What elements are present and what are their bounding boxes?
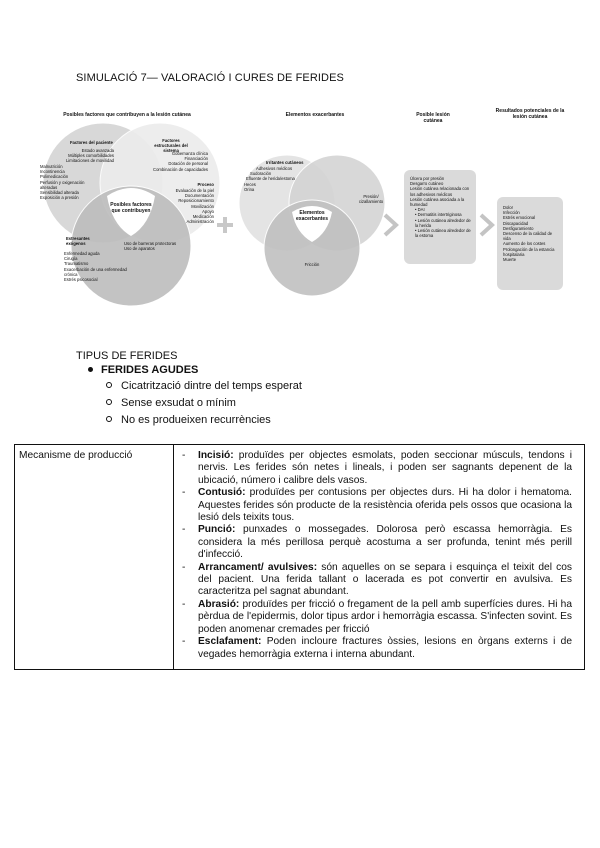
venn1-proceso-list-2 — [124, 241, 194, 251]
venn2-center-label: Elementos exacerbantes — [296, 210, 328, 222]
list-item: Combinación de capacidades — [153, 166, 208, 172]
figure-header-resultados: Resultados potenciales de la lesión cutánea — [495, 108, 565, 120]
list-item: Desgarro cutáneo — [410, 181, 444, 187]
list-item: Uso de barreras protectoras — [124, 241, 177, 246]
venn1-paciente-list — [52, 148, 114, 164]
list-item: Lesión cutánea relacionada con los adhesivos médicos — [410, 186, 470, 197]
list-item: Muerte — [503, 257, 517, 263]
list-item: Estrés emocional — [503, 215, 536, 221]
list-item: Malnutrición — [40, 164, 63, 169]
figure-header-posible: Posible lesión cutánea — [416, 112, 450, 124]
list-item: Reposicionamiento — [178, 198, 214, 204]
lesion-list — [410, 176, 474, 238]
list-item: Discapacidad — [503, 220, 529, 226]
list-item: - Abrasió: produïdes per fricció o fregament de la pell amb superfícies dures. Hi ha pèrdua de l'epidermis, dolor tipus ardor i hemorràgia escassa. S'infecten sovint. Es poden anomenar cremades per fricció — [182, 598, 572, 635]
circle-bullet-icon — [106, 382, 112, 388]
category-label: FERIDES AGUDES — [101, 364, 199, 376]
list-item: Múltiples comorbilidades — [68, 153, 114, 159]
list-item: Evaluación de la piel — [175, 188, 214, 193]
list-item: Desfiguramiento — [503, 225, 534, 231]
venn1-proceso-title: Proceso — [197, 182, 214, 187]
list-item: Enfermedad aguda — [64, 251, 100, 256]
mechanism-table — [14, 444, 585, 670]
list-item: Efluente de herida/estoma — [246, 176, 295, 182]
list-item: Administración — [186, 219, 214, 225]
list-item: - Arrancament/ avulsives: són aquelles on se separa i esquinça el teixit del cos del pacient. Una ferida tallant o lacerada es pot convertir en avulsiva. Es caracteritza pel sagnat abundant. — [182, 561, 572, 598]
circle-bullet-icon — [106, 399, 112, 405]
venn2-friccion-label: Fricción — [304, 262, 320, 267]
venn1-sistema-title: Factores estructurales del sistema — [154, 138, 188, 154]
list-item: • Lesión cutánea alrededor de la herida — [415, 217, 471, 228]
list-item: Sudoración — [250, 171, 272, 177]
plus-sign-v — [223, 217, 227, 233]
arrow-right-2 — [481, 215, 492, 235]
list-item: Heces — [244, 181, 256, 187]
table-cell-label: Mecanisme de producció — [15, 445, 174, 670]
list-item: Limitaciones de movilidad — [66, 158, 114, 164]
list-item: Cirugía — [64, 256, 78, 262]
list-item: Lesión cutánea asociada a la humedad — [410, 196, 465, 208]
figure-header-factors: Posibles factores que contribuyen a la lesión cutánea — [63, 112, 191, 118]
list-item: - Contusió: produïdes per contusions per objectes durs. Hi ha dolor i hematoma. Aquestes ferides són producte de la resistència oferida pels ossos que ocasiona la lesió dels teixits tous. — [182, 487, 572, 524]
list-item: - Punció: punxades o mossegades. Dolorosa però escassa hemorràgia. Es considera la més perillosa perquè acostuma a ser profunda, tenint més perill d'infecció. — [182, 524, 572, 561]
list-item: Úlcera por presión — [410, 176, 445, 181]
venn1-center-label: Posibles factores que contribuyen — [110, 202, 152, 214]
page-title: SIMULACIÓ 7— VALORACIÓ I CURES DE FERIDES — [76, 72, 344, 84]
bullet-dot-icon — [88, 367, 93, 372]
list-item: • Lesión cutánea alrededor de la estoma — [415, 228, 471, 239]
list-item: Perfusión y oxigenación alteradas — [40, 179, 85, 190]
list-item: - Esclafament: Poden incloure fractures òssies, lesions en òrgans externs i de vegades hemorràgia externa i interna abundant. — [182, 636, 572, 660]
venn1-estresantes-title: Estresantes exógenos — [66, 236, 90, 247]
list-item: - Incisió: produïdes per objectes esmolats, poden seccionar músculs, tendons i nervis. Les ferides són netes i lineals, i poden ser sagnants depenent de la ubicació, número i calibre dels vasos. — [182, 450, 572, 486]
list-item: Apoyo — [202, 208, 214, 214]
list-item: Gobernanza clínica — [171, 151, 208, 156]
list-item: Movilización — [191, 203, 214, 209]
list-item: Prolongación de la estancia hospitalaria — [503, 246, 555, 257]
table-row — [15, 445, 585, 670]
list-item: No es produeixen recurrències — [106, 414, 271, 426]
list-item: Incontinencia — [40, 169, 65, 175]
resultados-list — [503, 205, 559, 262]
venn2-presion-label: Presión/ cizallamiento — [358, 194, 384, 205]
list-item: Orina — [244, 186, 255, 192]
arrow-right-1 — [385, 215, 396, 235]
list-item: Adhesivos médicos — [256, 166, 293, 171]
types-heading: TIPUS DE FERIDES — [76, 350, 178, 362]
list-item: • DAI — [415, 207, 425, 213]
venn1-paciente-title: Factores del paciente — [70, 140, 113, 145]
list-item: Cicatrització dintre del temps esperat — [106, 380, 302, 392]
circle-bullet-icon — [106, 416, 112, 422]
venn1-paciente-list-2 — [40, 164, 100, 200]
list-item: Descenso de la calidad de vida — [503, 231, 553, 242]
venn2-irritantes-list — [242, 166, 312, 192]
category-item — [88, 364, 198, 376]
list-item: • Dermatitis intertriginosa — [415, 212, 462, 218]
figure-header-exacerbantes: Elementos exacerbantes — [285, 112, 345, 118]
list-item: Documentación — [184, 193, 214, 199]
list-item: Uso de aparatos — [124, 246, 155, 252]
list-item: Exacerbación de una enfermedad crónica — [64, 266, 127, 277]
list-item: Traumatismo — [64, 261, 89, 267]
list-item: Dotación de personal — [168, 161, 208, 167]
table-cell-content — [174, 445, 585, 670]
venn1-sistema-list — [138, 151, 208, 172]
list-item: Sensibilidad alterada — [40, 190, 79, 196]
list-item: Infección — [503, 210, 520, 216]
venn2-irritantes-title: Irritantes cutáneos — [266, 160, 304, 165]
list-item: Dolor — [503, 205, 514, 210]
list-item: Sense exsudat o mínim — [106, 397, 236, 409]
list-item: Aumento de los costes — [503, 241, 546, 247]
list-item: Estado avanzada — [81, 148, 114, 153]
list-item: Exposición a presión — [40, 195, 79, 201]
list-item: Medicación — [192, 214, 214, 220]
list-item: Polimedicación — [40, 174, 69, 180]
list-item: Estrés psicosocial — [64, 277, 98, 283]
list-item: Financiación — [184, 156, 208, 162]
venn1-estresantes-list — [64, 251, 136, 282]
